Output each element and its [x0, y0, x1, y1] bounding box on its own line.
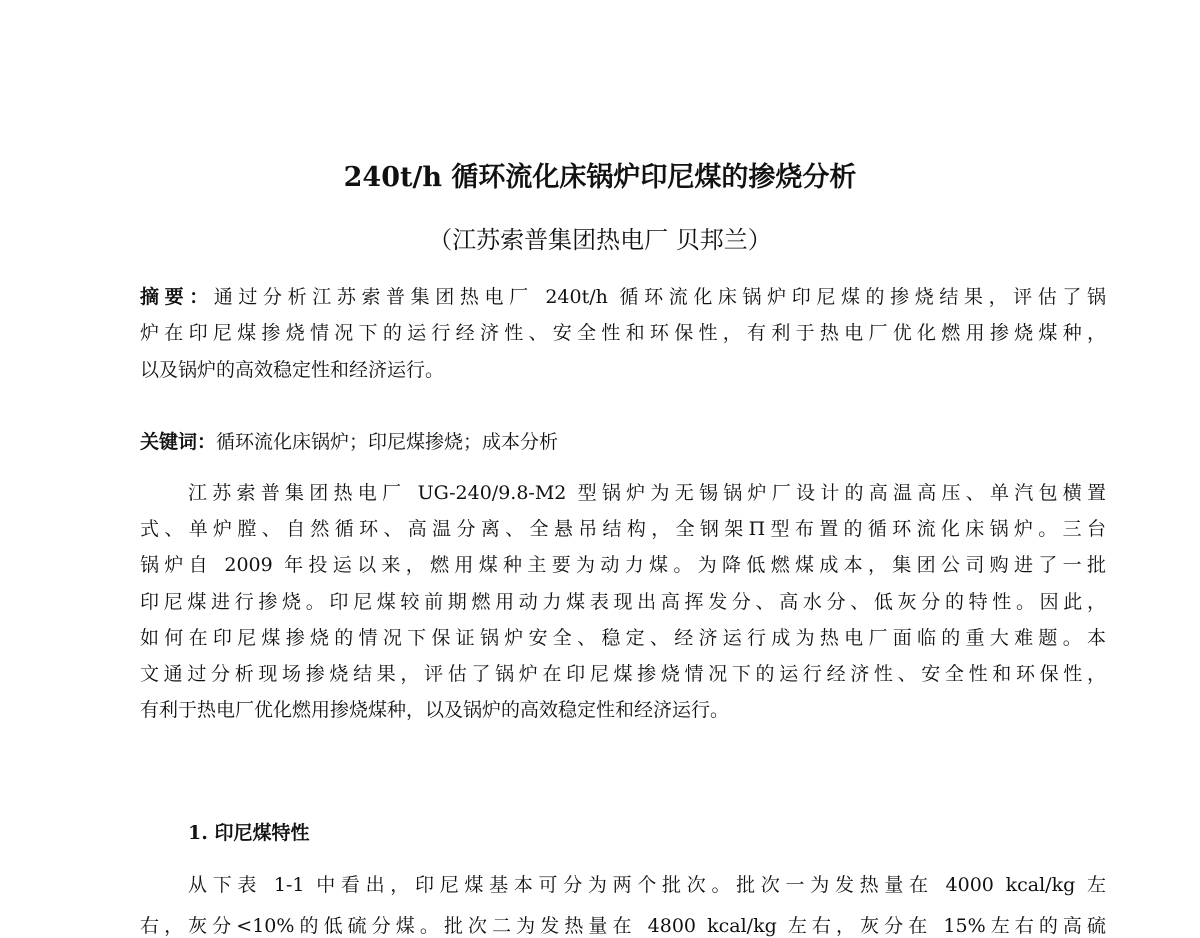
section-heading: 1. 印尼煤特性	[188, 822, 310, 844]
keywords-label: 关键词：	[140, 431, 217, 453]
paragraph-line: 从下表 1-1 中看出，印尼煤基本可分为两个批次。批次一为发热量在 4000 kcal/kg 左	[188, 874, 1106, 896]
paragraph-line: 文通过分析现场掺烧结果，评估了锅炉在印尼煤掺烧情况下的运行经济性、安全性和环保性，	[140, 663, 1106, 685]
paragraph-line: 有利于热电厂优化燃用掺烧煤种，以及锅炉的高效稳定性和经济运行。	[140, 699, 730, 721]
paragraph-line: 右，灰分<10%的低硫分煤。批次二为发热量在 4800 kcal/kg 左右，灰分在 15%左右的高硫	[140, 915, 1106, 937]
abstract-line: 炉在印尼煤掺烧情况下的运行经济性、安全性和环保性，有利于热电厂优化燃用掺烧煤种，	[140, 322, 1106, 344]
paragraph-line: 锅炉自 2009 年投运以来，燃用煤种主要为动力煤。为降低燃煤成本，集团公司购进了一批	[140, 554, 1106, 576]
paragraph-line: 江苏索普集团热电厂 UG-240/9.8-M2 型锅炉为无锡锅炉厂设计的高温高压、单汽包横置	[188, 482, 1106, 504]
paragraph-line: 式、单炉膛、自然循环、高温分离、全悬吊结构，全钢架Π型布置的循环流化床锅炉。三台	[140, 518, 1106, 540]
abstract-line: 摘要：通过分析江苏索普集团热电厂 240t/h 循环流化床锅炉印尼煤的掺烧结果，评估了锅	[140, 286, 1106, 308]
abstract-line: 以及锅炉的高效稳定性和经济运行。	[140, 359, 445, 381]
abstract-label: 摘要：	[140, 286, 214, 308]
keywords-line: 关键词：循环流化床锅炉；印尼煤掺烧；成本分析	[140, 431, 559, 453]
paragraph-line: 如何在印尼煤掺烧的情况下保证锅炉安全、稳定、经济运行成为热电厂面临的重大难题。本	[140, 627, 1106, 649]
author-line: （江苏索普集团热电厂 贝邦兰）	[428, 226, 772, 254]
paragraph-line: 印尼煤进行掺烧。印尼煤较前期燃用动力煤表现出高挥发分、高水分、低灰分的特性。因此，	[140, 591, 1106, 613]
document-title: 240t/h 循环流化床锅炉印尼煤的掺烧分析	[343, 162, 857, 193]
